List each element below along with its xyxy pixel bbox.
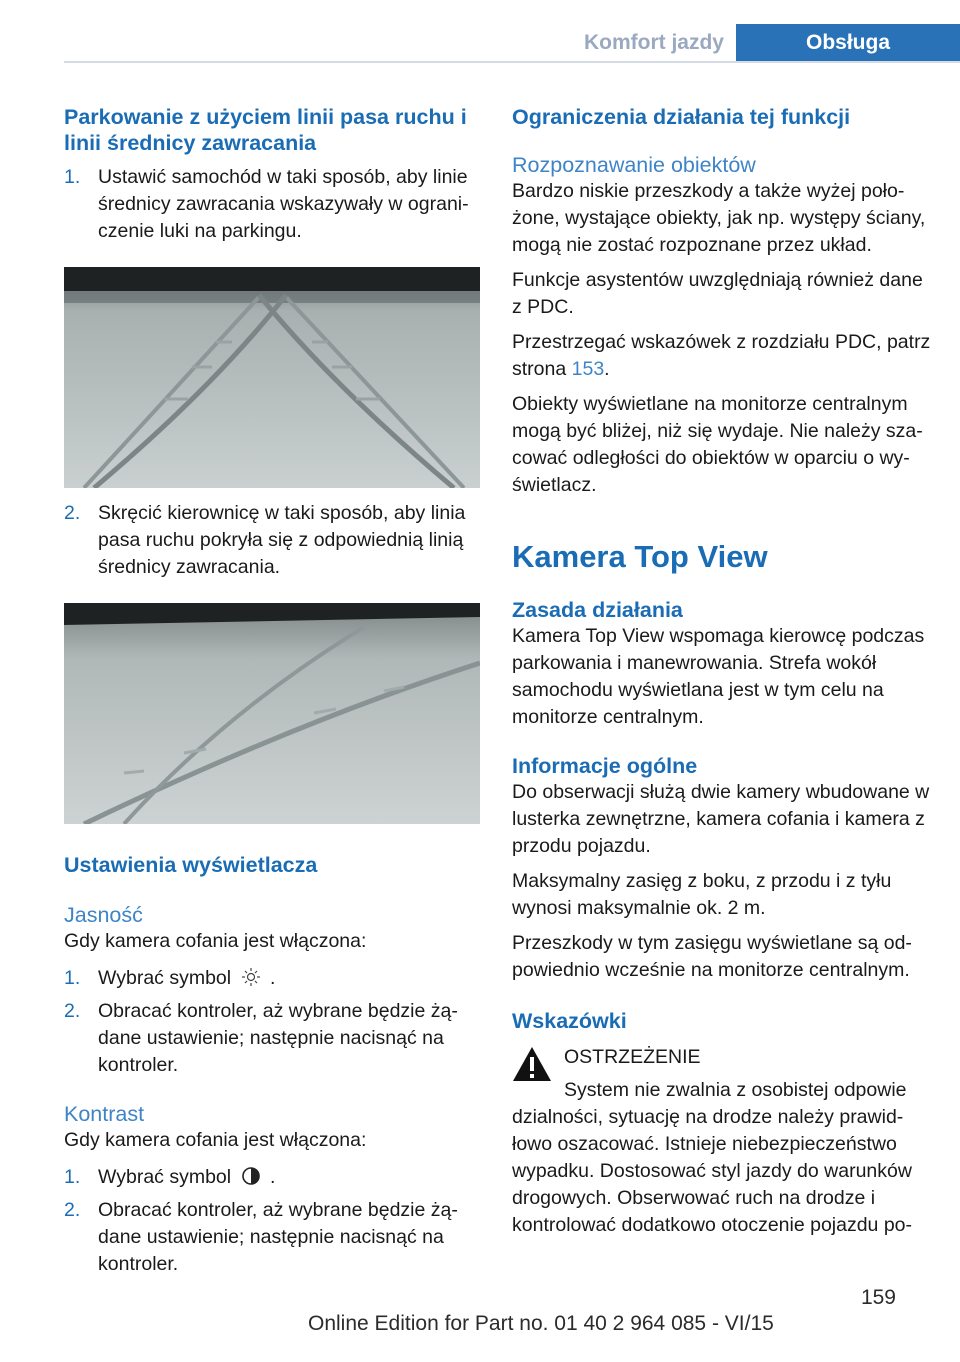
heading-general-info: Informacje ogólne (512, 754, 698, 778)
paragraph: Kamera Top View wspomaga kierowcę podczas parkowania i manewrowania. Strefa wokół samochodu wyświetlana jest w tym celu na monitorze centralnym. (512, 625, 925, 728)
paragraph: Obiekty wyświetlane na monitorze centralnym mogą być bliżej, niż się wydaje. Nie należy szacować odległości do obiektów w oparciu o wyświetlacz. (512, 393, 923, 496)
heading-limitations: Ograniczenia działania tej funkcji (512, 105, 851, 129)
list-item: 2. Obracać kontroler, aż wybrane będzie żądane ustawienie; następnie nacisnąć na kontroler. (64, 1199, 458, 1275)
steps-list-1 (64, 164, 482, 245)
header-rule (64, 61, 960, 63)
warning-box (512, 1044, 932, 1104)
warning-label: OSTRZEŻENIE (564, 1046, 701, 1068)
paragraph: Bardzo niskie przeszkody a także wyżej położone, wystające obiekty, jak np. występy ściany, mogą nie zostać rozpoznane przez układ. (512, 180, 926, 256)
contrast-icon (237, 1166, 265, 1186)
footer-edition: Online Edition for Part no. 01 40 2 964 085 - VI/15 (308, 1312, 774, 1335)
list-item: 2. Obracać kontroler, aż wybrane będzie żądane ustawienie; następnie nacisnąć na kontroler. (64, 1000, 458, 1076)
list-item: 1. Wybrać symbol . (64, 967, 276, 989)
camera-image-turning-lines (64, 267, 480, 488)
paragraph-pdc-reference: Przestrzegać wskazówek z rozdziału PDC, patrz strona 153. (512, 331, 931, 380)
paragraph: Do obserwacji służą dwie kamery wbudowane w lusterka zewnętrzne, kamera cofania i kamera z przodu pojazdu. (512, 781, 930, 857)
heading-operating-principle: Zasada działania (512, 598, 683, 622)
warning-text: dzialności, sytuację na drodze należy prawidłowo oszacować. Istnieje niebezpieczeństwo wypadku. Dostosować styl jazdy do warunków drogowych. Obserwować ruch na drodze i kontrolować dodatkowo otoczenie pojazdu po- (512, 1106, 913, 1236)
steps-list-2 (64, 500, 482, 581)
list-item: 2. Skręcić kierownicę w taki sposób, aby linia pasa ruchu pokryła się z odpowiednią linią średnicy zawracania. (64, 502, 466, 578)
list-item: 1. Wybrać symbol . (64, 1166, 276, 1188)
page-number: 159 (860, 1286, 896, 1309)
heading-display-settings: Ustawienia wyświetlacza (64, 853, 318, 877)
camera-image-lane-lines (64, 603, 480, 824)
warning-text-start: System nie zwalnia z osobistej odpowie (564, 1079, 907, 1101)
page-link[interactable]: 153 (571, 358, 605, 380)
list-item: 1. Ustawić samochód w taki sposób, aby linie średnicy zawracania wskazywały w ograniczenie luki na parkingu. (64, 166, 469, 242)
paragraph: Maksymalny zasięg z boku, z przodu i z tyłu wynosi maksymalnie ok. 2 m. (512, 870, 892, 919)
heading-object-detection: Rozpoznawanie obiektów (512, 153, 756, 177)
contrast-steps (64, 1164, 482, 1278)
page-header (0, 0, 960, 62)
paragraph: Przeszkody w tym zasięgu wyświetlane są odpowiednio wcześnie na monitorze centralnym. (512, 932, 912, 981)
chapter-tab: Obsługa (736, 24, 960, 62)
brightness-intro: Gdy kamera cofania jest włączona: (64, 930, 367, 952)
heading-notes: Wskazówki (512, 1009, 627, 1033)
heading-top-view-camera: Kamera Top View (512, 539, 768, 574)
right-column (512, 100, 932, 1239)
heading-contrast: Kontrast (64, 1102, 145, 1126)
sun-icon (237, 967, 265, 987)
heading-brightness: Jasność (64, 903, 143, 927)
brightness-steps (64, 965, 482, 1079)
warning-icon (512, 1046, 552, 1082)
heading-parking-lines: Parkowanie z użyciem linii pasa ruchu i linii średnicy zawracania (64, 105, 467, 155)
section-tab: Komfort jazdy (583, 31, 724, 54)
contrast-intro: Gdy kamera cofania jest włączona: (64, 1129, 367, 1151)
left-column (64, 100, 482, 1278)
paragraph: Funkcje asystentów uwzględniają również dane z PDC. (512, 269, 923, 318)
